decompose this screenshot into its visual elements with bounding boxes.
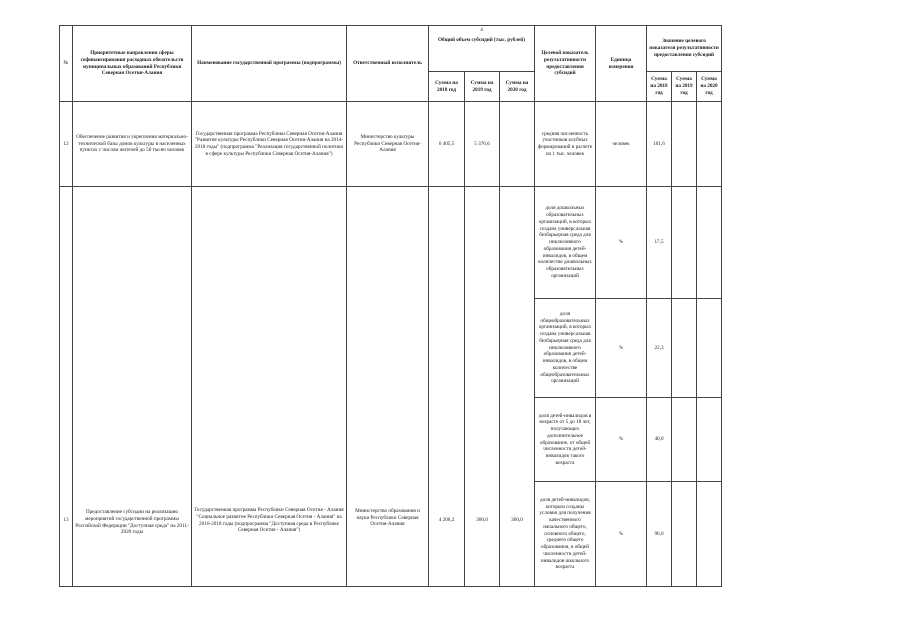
indicator-text: доля детей-инвалидов в возрасте от 5 до 18 лет, получающих дополнительное образование, от общей численности детей-инвалидов такого возраста <box>535 398 596 482</box>
indicator-value-2020 <box>697 398 722 482</box>
indicator-text: доля общеобразовательных организаций, в которых создана универсальная безбарьерная среда для инклюзивного образования детей-инвалидов, в общем количестве общеобразовательных организаций <box>535 299 596 398</box>
row-responsible: Министерство культуры Республики Северная Осетия-Алания <box>347 102 429 187</box>
row-program: Государственная программа Республики Северная Осетия - Алания "Социальное развитие Республики Северная Осетия - Алания" на 2016-2018 годы (подпрограмма "Доступная среда в Республике Северная Осетия - Алания") <box>192 187 347 587</box>
row-sum-2018: 4 206,2 <box>429 187 465 587</box>
row-sum-2019: 300,0 <box>465 187 500 587</box>
header-target-indicator: Целевой показатель результативности предоставления субсидий <box>535 26 596 102</box>
header-responsible: Ответственный исполнитель <box>347 26 429 102</box>
indicator-value-2020 <box>697 102 722 187</box>
header-num: № <box>60 26 73 102</box>
indicator-text: доля детей-инвалидов, которым созданы условия для получения качественного начального общего, основного общего, среднего общего образования, в общей численности детей-инвалидов школьного возраста <box>535 482 596 587</box>
header-program: Наименование государственной программы (подпрограммы) <box>192 26 347 102</box>
indicator-value-2019 <box>672 102 697 187</box>
indicator-value-2020 <box>697 187 722 299</box>
indicator-value-2019 <box>672 482 697 587</box>
row-sum-2018: 6 405,5 <box>429 102 465 187</box>
row-responsible: Министерство образования и науки Республики Северная Осетия-Алания <box>347 187 429 587</box>
table-row <box>60 102 722 187</box>
header-sum-2020: Сумма на 2020 год <box>500 72 535 102</box>
indicator-unit: человек <box>596 102 647 187</box>
indicator-value-2020 <box>697 482 722 587</box>
table-header-row <box>60 26 722 72</box>
indicator-unit: % <box>596 482 647 587</box>
indicator-value-2019 <box>672 398 697 482</box>
row-num: 12 <box>60 102 73 187</box>
header-value-2018: Сумма на 2018 год <box>647 72 672 102</box>
indicator-value-2019 <box>672 299 697 398</box>
indicator-text: средняя численность участников клубных формирований в расчете на 1 тыс. человек <box>535 102 596 187</box>
indicator-value-2018: 96,0 <box>647 482 672 587</box>
header-sum-2018: Сумма на 2018 год <box>429 72 465 102</box>
header-unit: Единица измерения <box>596 26 647 102</box>
header-volume-label: Общий объем субсидий (тыс. рублей) <box>438 36 525 43</box>
header-sphere: Приоритетные направления сферы софинансирования расходных обязательств муниципальных образований Республики Северная Осетия-Алания <box>73 26 192 102</box>
indicator-value-2018: 40,0 <box>647 398 672 482</box>
indicator-unit: % <box>596 187 647 299</box>
subsidy-table <box>59 25 722 587</box>
indicator-value-2018: 101,6 <box>647 102 672 187</box>
row-sum-2020: 300,0 <box>500 187 535 587</box>
header-values: Значение целевого показателя результативности предоставления субсидий <box>647 26 722 72</box>
header-sum-2019: Сумма на 2019 год <box>465 72 500 102</box>
indicator-value-2018: 17,5 <box>647 187 672 299</box>
indicator-text: доля дошкольных образовательных организаций, в которых создана универсальная безбарьерная среда для инклюзивного образования детей-инвалидов, в общем количестве дошкольных образовательных организаций <box>535 187 596 299</box>
row-sphere: Обеспечение развития и укрепления материально-технической базы домов культуры в населенных пунктах с числом жителей до 50 тысяч человек <box>73 102 192 187</box>
indicator-value-2020 <box>697 299 722 398</box>
header-value-2019: Сумма на 2019 год <box>672 72 697 102</box>
row-sphere: Предоставление субсидии на реализацию мероприятий государственной программы Российской Федерации "Доступная среда" на 2011-2020 годы <box>73 187 192 587</box>
row-sum-2019: 5 376,6 <box>465 102 500 187</box>
indicator-unit: % <box>596 398 647 482</box>
page-number: 4 <box>480 27 483 33</box>
indicator-value-2018: 22,3 <box>647 299 672 398</box>
header-value-2020: Сумма на 2020 год <box>697 72 722 102</box>
table-row <box>60 187 722 299</box>
row-sum-2020 <box>500 102 535 187</box>
row-num: 13 <box>60 187 73 587</box>
indicator-unit: % <box>596 299 647 398</box>
header-volume <box>429 26 535 72</box>
row-program: Государственная программа Республики Северная Осетия-Алания "Развитие культуры Республики Северная Осетия-Алания на 2014-2018 годы" (подпрограмма "Реализация государственной политики в сфере культуры Республики Северная Осетия-Алания") <box>192 102 347 187</box>
indicator-value-2019 <box>672 187 697 299</box>
